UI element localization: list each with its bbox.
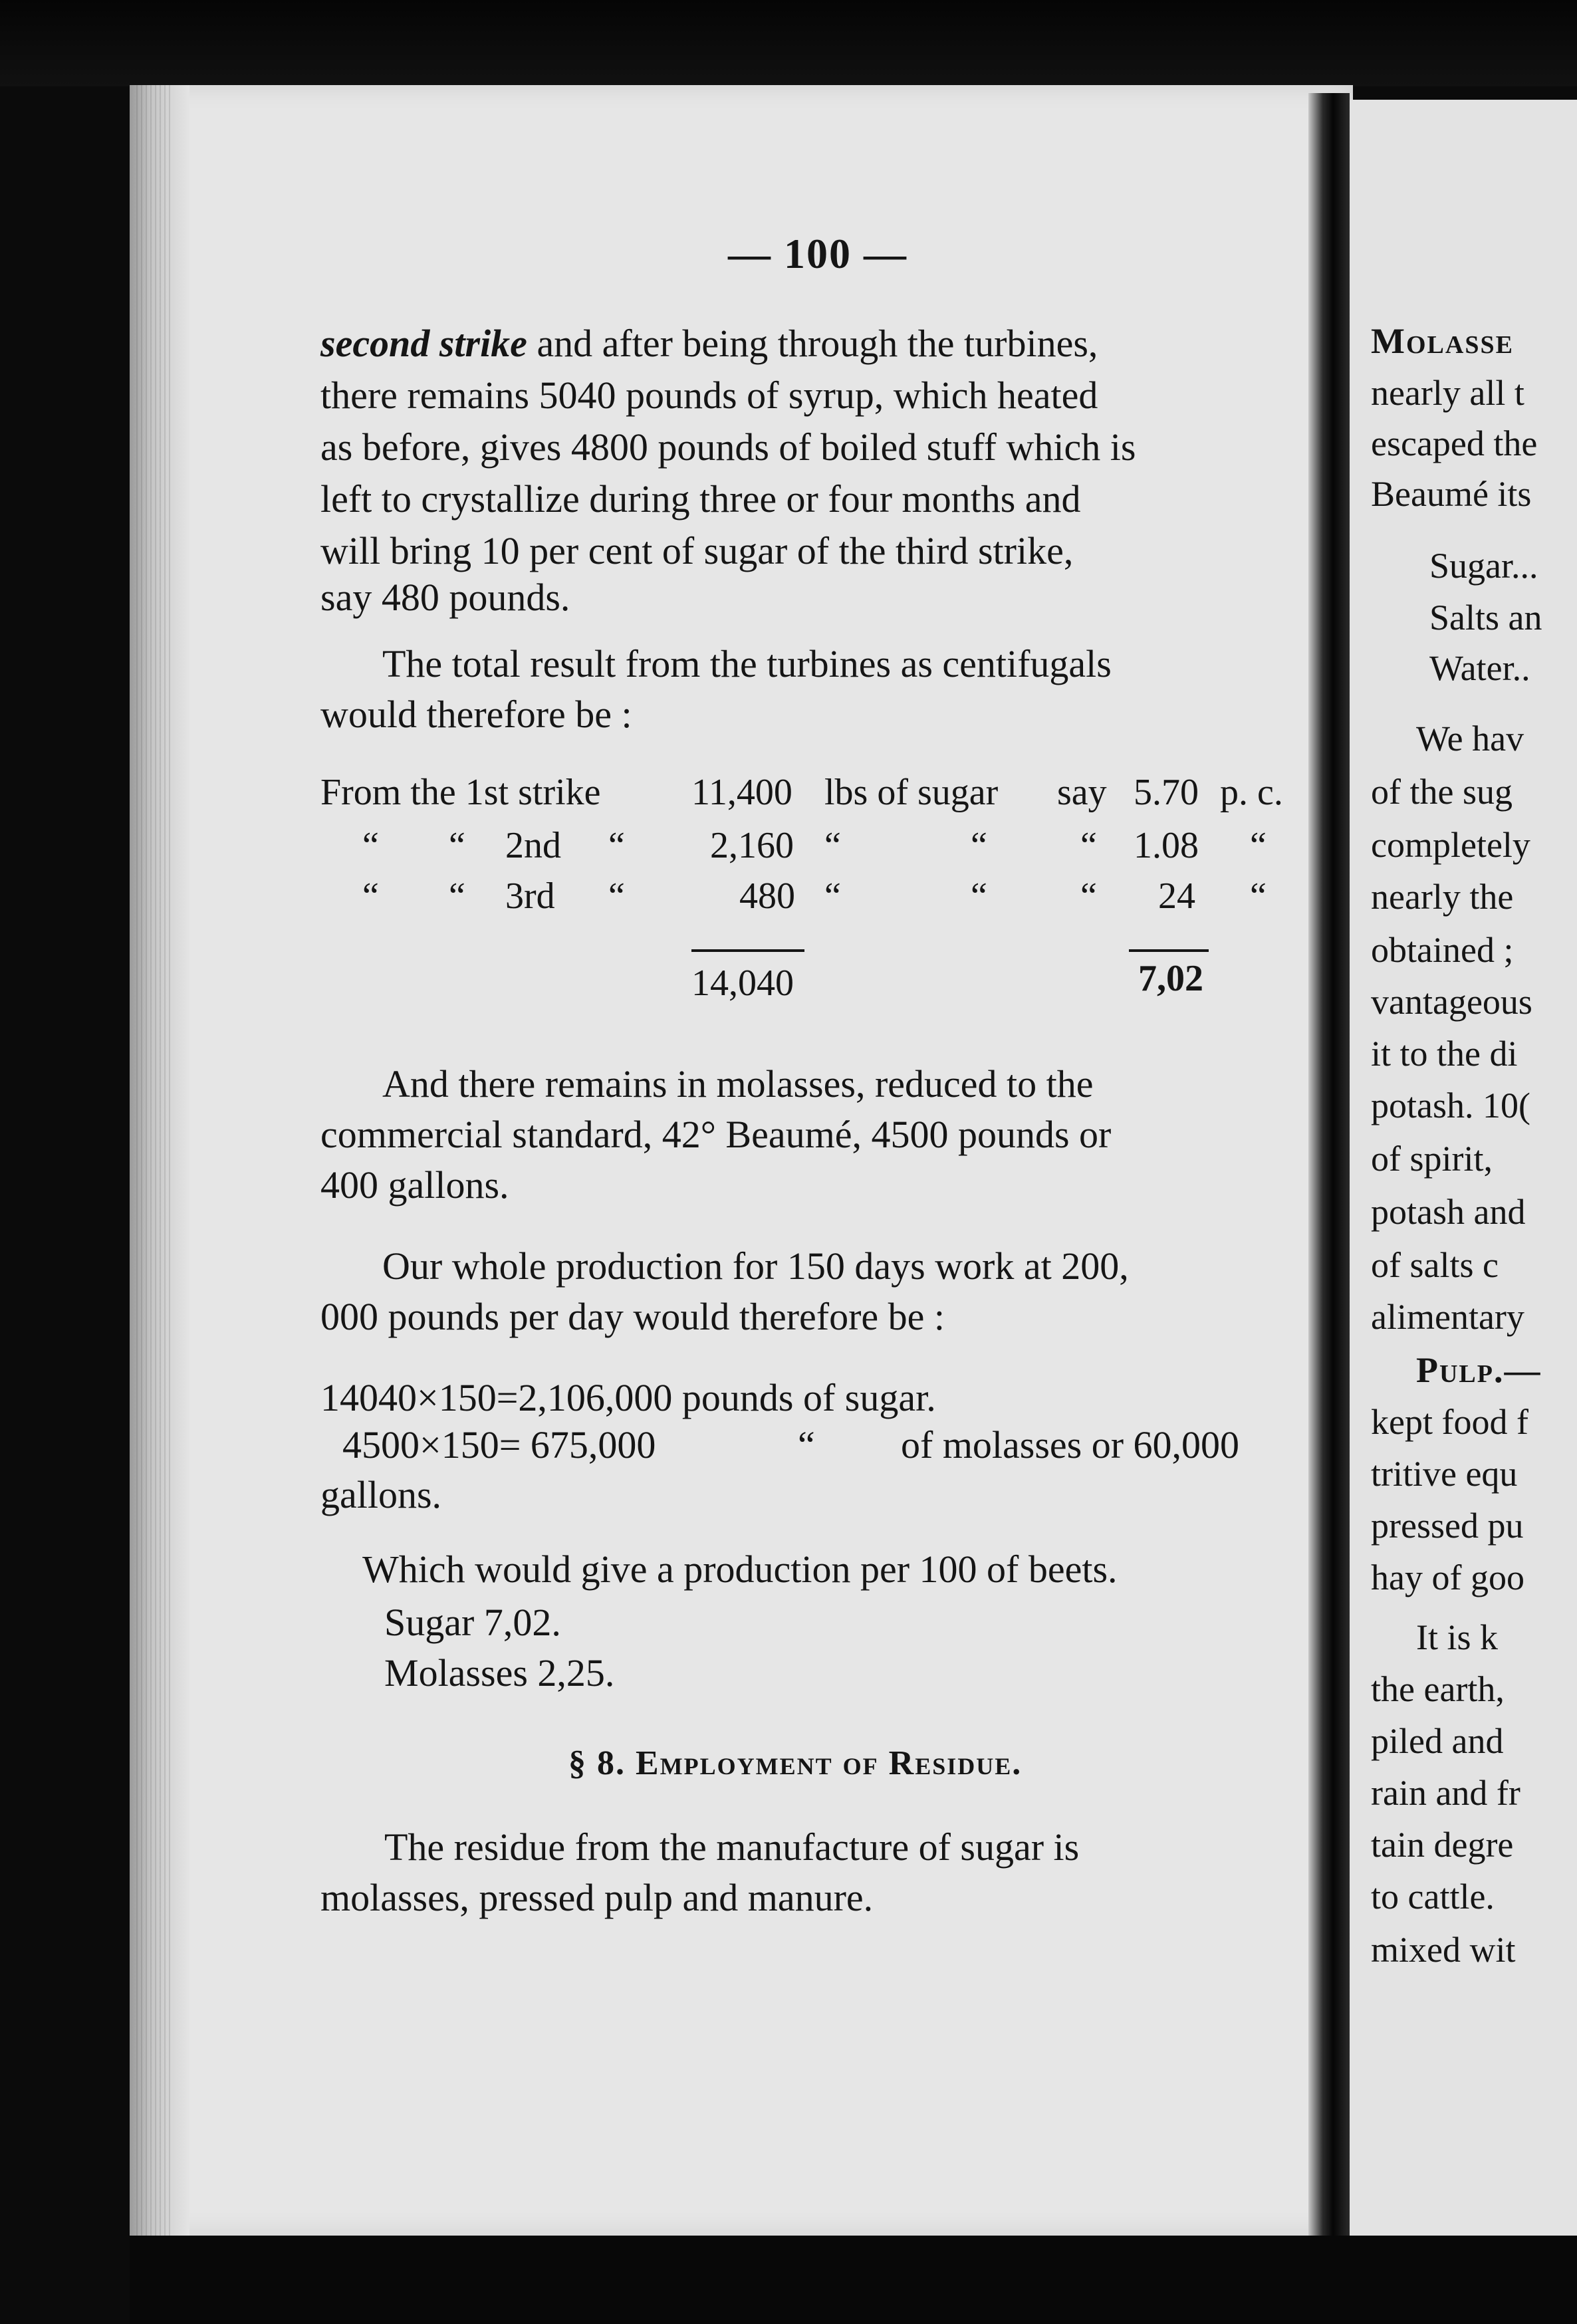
- para1-line-6: [320, 572, 1299, 624]
- para3-line-1: [382, 1058, 1300, 1110]
- para3-text: 400 gallons.: [320, 1163, 509, 1207]
- calc-line-2-left: 4500×150= 675,000: [342, 1423, 656, 1466]
- para3-line-2: [320, 1109, 1299, 1161]
- section-heading-text: § 8. Employment of Residue.: [568, 1744, 1023, 1782]
- facing-line: Sugar...: [1429, 546, 1538, 586]
- calc-line-1: [320, 1372, 1299, 1424]
- para2-line-1: [382, 638, 1300, 690]
- row3-ditto: “: [608, 875, 625, 917]
- facing-line: pressed pu: [1371, 1506, 1524, 1546]
- facing-line: We hav: [1416, 719, 1524, 758]
- row2-ditto: “: [971, 825, 987, 866]
- facing-line: of the sug: [1371, 772, 1513, 812]
- total-rule-lbs: [691, 949, 804, 952]
- para3-text: And there remains in molasses, reduced to the: [382, 1062, 1094, 1105]
- row3-lbs: 480: [739, 875, 795, 917]
- para1-line-1: [320, 318, 1299, 370]
- para1-line-5: [320, 525, 1299, 577]
- row1-pct: 5.70: [1134, 772, 1199, 813]
- para5-line-1: [362, 1544, 1306, 1595]
- row3-ditto: “: [449, 875, 465, 917]
- facing-line: rain and fr: [1371, 1773, 1520, 1813]
- para1-line-3: [320, 421, 1299, 473]
- para2-text: would therefore be :: [320, 693, 632, 736]
- para6-line-2: [320, 1872, 1299, 1924]
- calc-text: gallons.: [320, 1473, 442, 1516]
- calc-text: 14040×150=2,106,000 pounds of sugar.: [320, 1376, 936, 1419]
- para4-text: 000 pounds per day would therefore be :: [320, 1295, 945, 1338]
- row1-label: From the 1st strike: [320, 772, 601, 813]
- facing-line: hay of goo: [1371, 1558, 1524, 1597]
- facing-line: It is k: [1416, 1617, 1499, 1657]
- row1-suffix: p. c.: [1220, 772, 1283, 813]
- facing-line: to cattle.: [1371, 1877, 1495, 1917]
- facing-line: obtained ;: [1371, 930, 1514, 970]
- facing-line: nearly the: [1371, 877, 1514, 917]
- para3-text: commercial standard, 42° Beaumé, 4500 pounds or: [320, 1113, 1112, 1156]
- para6-text: molasses, pressed pulp and manure.: [320, 1876, 874, 1919]
- row3-ditto: “: [1080, 875, 1097, 917]
- page-stack-lines: [136, 85, 173, 2236]
- section-heading: [568, 1738, 1233, 1790]
- facing-line: alimentary: [1371, 1297, 1524, 1337]
- row2-ditto: “: [824, 825, 841, 866]
- row3-ditto: “: [1250, 875, 1267, 917]
- facing-line: escaped the: [1371, 423, 1538, 463]
- row3-ditto: “: [824, 875, 841, 917]
- row2-pct: 1.08: [1134, 825, 1199, 866]
- molasses-figure: Molasses 2,25.: [384, 1651, 615, 1694]
- para1-line-1-rest: and after being through the turbines,: [537, 322, 1098, 365]
- para2-line-2: [320, 689, 1299, 741]
- row2-lbs: 2,160: [710, 825, 794, 866]
- para1-text: as before, gives 4800 pounds of boiled stuff which is: [320, 425, 1136, 469]
- row1-unit: lbs of sugar: [824, 772, 999, 813]
- row2-ditto: “: [362, 825, 379, 866]
- para6-text: The residue from the manufacture of sugar is: [384, 1825, 1080, 1869]
- row3-ditto: “: [971, 875, 987, 917]
- row1-lbs: 11,400: [691, 772, 792, 813]
- para1-line-2: [320, 370, 1299, 421]
- para2-text: The total result from the turbines as centifugals: [382, 642, 1112, 685]
- row3-label: 3rd: [505, 875, 555, 917]
- facing-line: nearly all t: [1371, 373, 1524, 413]
- calc-line-3: [320, 1469, 1299, 1521]
- total-rule-pct: [1129, 949, 1209, 952]
- para4-line-1: [382, 1240, 1300, 1292]
- calc-line-2-ditto: “: [798, 1423, 815, 1466]
- italic-lead: second strike: [320, 322, 527, 365]
- para1-text: left to crystallize during three or four months and: [320, 477, 1081, 521]
- scan-background-top: [0, 0, 1577, 86]
- facing-line: Beaumé its: [1371, 474, 1532, 514]
- para6-line-1: [384, 1821, 1310, 1873]
- facing-line: vantageous: [1371, 982, 1532, 1022]
- facing-line: it to the di: [1371, 1034, 1518, 1074]
- row2-ditto: “: [608, 825, 625, 866]
- calc-line-2-right: of molasses or 60,000: [901, 1423, 1240, 1466]
- facing-line: Water..: [1429, 648, 1530, 688]
- facing-line: Salts an: [1429, 598, 1542, 638]
- para1-text: will bring 10 per cent of sugar of the third strike,: [320, 529, 1074, 572]
- para4-text: Our whole production for 150 days work at 200,: [382, 1244, 1129, 1288]
- para5-text: Which would give a production per 100 of beets.: [362, 1548, 1118, 1591]
- para3-line-3: [320, 1159, 1299, 1211]
- facing-line: piled and: [1371, 1721, 1504, 1761]
- row2-label: 2nd: [505, 825, 561, 866]
- facing-line: of salts c: [1371, 1245, 1499, 1285]
- sugar-figure: Sugar 7,02.: [384, 1601, 561, 1644]
- para1-text: there remains 5040 pounds of syrup, which heated: [320, 374, 1098, 417]
- facing-line: completely: [1371, 825, 1530, 865]
- row1-say: say: [1057, 772, 1107, 813]
- facing-line: tain degre: [1371, 1825, 1514, 1865]
- para4-line-2: [320, 1291, 1299, 1343]
- facing-line: of spirit,: [1371, 1139, 1493, 1179]
- row2-ditto: “: [1250, 825, 1267, 866]
- para5-molasses: [384, 1647, 1049, 1699]
- row2-ditto: “: [449, 825, 465, 866]
- row3-ditto: “: [362, 875, 379, 917]
- para1-line-4: [320, 473, 1299, 525]
- row2-ditto: “: [1080, 825, 1097, 866]
- facing-line: kept food f: [1371, 1402, 1528, 1442]
- facing-line: mixed wit: [1371, 1930, 1516, 1970]
- facing-line: Molasse: [1371, 321, 1514, 361]
- row3-pct: 24: [1158, 875, 1195, 917]
- facing-line: potash and: [1371, 1192, 1526, 1232]
- scan-background-bottom: [130, 2236, 1577, 2324]
- facing-line: the earth,: [1371, 1669, 1505, 1709]
- facing-line: potash. 10(: [1371, 1086, 1530, 1125]
- para1-text: say 480 pounds.: [320, 576, 570, 619]
- book-gutter: [1308, 93, 1350, 2254]
- para5-sugar: [384, 1597, 1049, 1649]
- total-lbs: 14,040: [691, 963, 794, 1004]
- total-pct: 7,02: [1138, 958, 1203, 999]
- page-number: — 100 —: [728, 230, 908, 277]
- facing-line: tritive equ: [1371, 1454, 1518, 1494]
- facing-line: Pulp.—: [1416, 1350, 1542, 1390]
